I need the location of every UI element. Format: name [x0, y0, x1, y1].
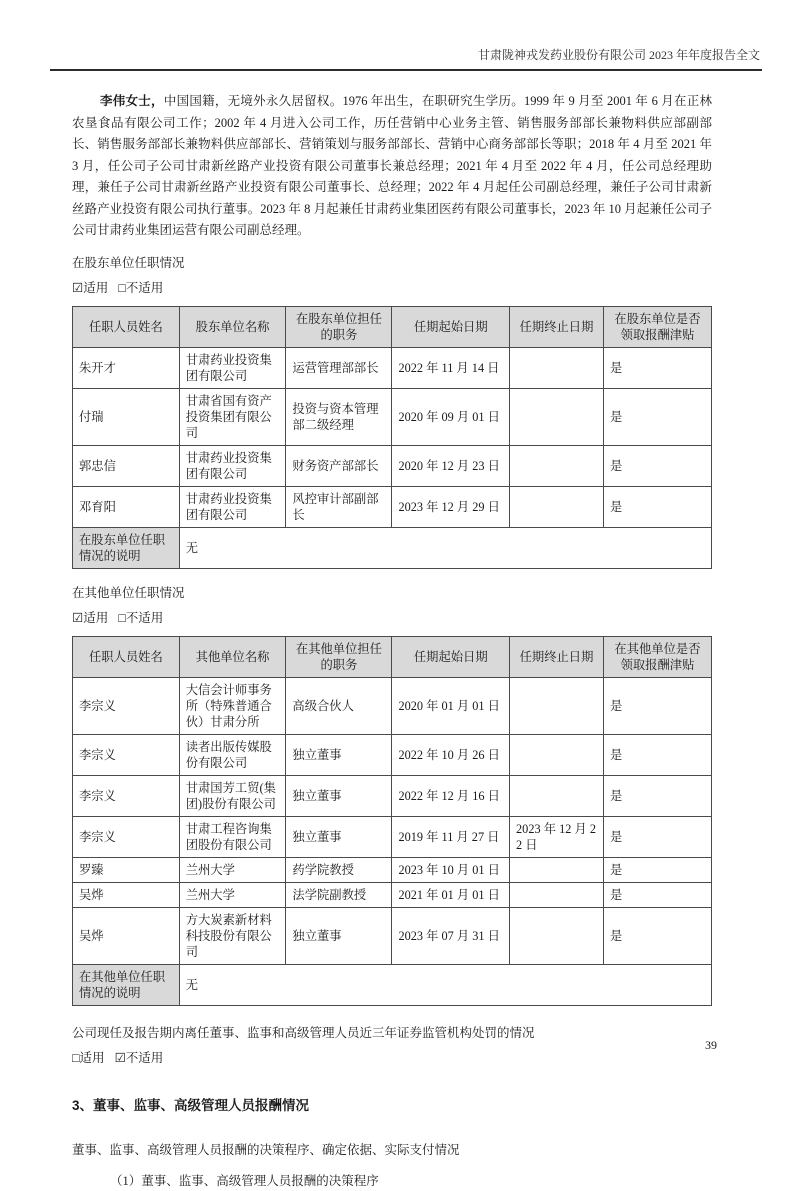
header-cell-paid: 在其他单位是否领取报酬津贴	[603, 636, 711, 677]
cell-start-date: 2022 年 12 月 16 日	[392, 775, 510, 816]
cell-name: 李宗义	[73, 816, 180, 857]
cell-end-date	[510, 347, 604, 388]
cell-unit: 大信会计师事务所（特殊普通合伙）甘肃分所	[179, 677, 286, 734]
cell-name: 邓育阳	[73, 486, 180, 527]
cell-name: 李宗义	[73, 677, 180, 734]
table-note-row	[73, 527, 712, 568]
cell-paid: 是	[603, 388, 711, 445]
cell-paid: 是	[603, 677, 711, 734]
report-title: 甘肃陇神戎发药业股份有限公司 2023 年年度报告全文	[477, 48, 760, 62]
bio-paragraph	[72, 91, 712, 242]
cell-start-date: 2023 年 07 月 31 日	[392, 907, 510, 964]
note-value: 无	[179, 527, 711, 568]
table-row	[73, 347, 712, 388]
header-cell-name: 任职人员姓名	[73, 636, 180, 677]
cell-paid: 是	[603, 882, 711, 907]
penalty-section-heading: 公司现任及报告期内离任董事、监事和高级管理人员近三年证券监管机构处罚的情况	[72, 1025, 535, 1040]
remuneration-intro: 董事、监事、高级管理人员报酬的决策程序、确定依据、实际支付情况	[72, 1142, 460, 1157]
cell-name: 罗臻	[73, 857, 180, 882]
header-cell-end-date: 任期终止日期	[510, 306, 604, 347]
cell-paid: 是	[603, 445, 711, 486]
cell-position: 财务资产部部长	[286, 445, 392, 486]
shareholder-positions-table	[72, 306, 712, 569]
table-row	[73, 882, 712, 907]
cell-paid: 是	[603, 857, 711, 882]
cell-unit: 甘肃药业投资集团有限公司	[179, 486, 286, 527]
remuneration-section-heading: 3、董事、监事、高级管理人员报酬情况	[72, 1097, 310, 1113]
cell-end-date	[510, 445, 604, 486]
cell-paid: 是	[603, 816, 711, 857]
cell-end-date	[510, 882, 604, 907]
table-row	[73, 857, 712, 882]
shareholder-section-heading: 在股东单位任职情况	[72, 255, 185, 270]
cell-unit: 甘肃工程咨询集团股份有限公司	[179, 816, 286, 857]
cell-position: 风控审计部副部长	[286, 486, 392, 527]
cell-name: 李宗义	[73, 734, 180, 775]
page-number: 39	[705, 1038, 717, 1052]
cell-end-date	[510, 907, 604, 964]
cell-paid: 是	[603, 775, 711, 816]
header-cell-name: 任职人员姓名	[73, 306, 180, 347]
not-applicable-checkbox: □不适用	[118, 280, 164, 295]
cell-name: 李宗义	[73, 775, 180, 816]
table-header-row	[73, 306, 712, 347]
cell-name: 朱开才	[73, 347, 180, 388]
cell-unit: 兰州大学	[179, 882, 286, 907]
cell-paid: 是	[603, 734, 711, 775]
cell-start-date: 2023 年 12 月 29 日	[392, 486, 510, 527]
header-cell-start-date: 任期起始日期	[392, 306, 510, 347]
applicable-checkbox: □适用	[72, 1050, 105, 1065]
note-label: 在其他单位任职情况的说明	[73, 964, 180, 1005]
note-value: 无	[179, 964, 711, 1005]
cell-start-date: 2022 年 11 月 14 日	[392, 347, 510, 388]
cell-end-date	[510, 734, 604, 775]
table-row	[73, 486, 712, 527]
cell-end-date	[510, 775, 604, 816]
header-cell-end-date: 任期终止日期	[510, 636, 604, 677]
table-header-row	[73, 636, 712, 677]
cell-end-date	[510, 388, 604, 445]
table-row	[73, 816, 712, 857]
cell-name: 郭忠信	[73, 445, 180, 486]
cell-position: 运营管理部部长	[286, 347, 392, 388]
applicable-checkbox-checked: ☑适用	[72, 280, 109, 295]
cell-position: 独立董事	[286, 816, 392, 857]
other-units-applicability-row	[72, 608, 712, 628]
header-cell-position: 在其他单位担任的职务	[286, 636, 392, 677]
header-cell-start-date: 任期起始日期	[392, 636, 510, 677]
cell-unit: 甘肃药业投资集团有限公司	[179, 445, 286, 486]
remuneration-sub-item: （1）董事、监事、高级管理人员报酬的决策程序	[110, 1173, 379, 1188]
table-note-row	[73, 964, 712, 1005]
table-row	[73, 445, 712, 486]
cell-unit: 甘肃省国有资产投资集团有限公司	[179, 388, 286, 445]
table-row	[73, 388, 712, 445]
cell-end-date: 2023 年 12 月 22 日	[510, 816, 604, 857]
cell-start-date: 2019 年 11 月 27 日	[392, 816, 510, 857]
cell-end-date	[510, 857, 604, 882]
cell-start-date: 2020 年 01 月 01 日	[392, 677, 510, 734]
shareholder-applicability-row	[72, 278, 712, 298]
cell-start-date: 2023 年 10 月 01 日	[392, 857, 510, 882]
bio-text: 中国国籍，无境外永久居留权。1976 年出生，在职研究生学历。1999 年 9 月至 2001 年 6 月在正林农垦食品有限公司工作；2002 年 4 月进入公司工作，历任营销中心业务主管、销售服务部部长兼物料供应部副部长、销售服务部部长兼物料供应部部长、营销策划与服务部部长、营销中心商务部部长等职；2018 年 4 月至 2021 年 3 月，任公司子公司甘肃新丝路产业投资有限公司董事长兼总经理；2021 年 4 月至 2022 年 4 月，任公司总经理助理，兼任子公司甘肃新丝路产业投资有限公司董事长、总经理；2022 年 4 月起任公司副总经理，兼任子公司甘肃新丝路产业投资有限公司执行董事。2023 年 8 月起兼任甘肃药业集团医药有限公司董事长，2023 年 10 月起兼任公司子公司甘肃药业集团运营有限公司副总经理。	[72, 94, 712, 237]
cell-end-date	[510, 677, 604, 734]
cell-position: 独立董事	[286, 775, 392, 816]
cell-start-date: 2020 年 12 月 23 日	[392, 445, 510, 486]
cell-unit: 兰州大学	[179, 857, 286, 882]
cell-position: 药学院教授	[286, 857, 392, 882]
applicable-checkbox-checked: ☑适用	[72, 610, 109, 625]
cell-unit: 方大炭素新材料科技股份有限公司	[179, 907, 286, 964]
cell-position: 高级合伙人	[286, 677, 392, 734]
table-row	[73, 734, 712, 775]
cell-start-date: 2020 年 09 月 01 日	[392, 388, 510, 445]
not-applicable-checkbox: □不适用	[118, 610, 164, 625]
cell-start-date: 2021 年 01 月 01 日	[392, 882, 510, 907]
cell-start-date: 2022 年 10 月 26 日	[392, 734, 510, 775]
cell-paid: 是	[603, 347, 711, 388]
cell-unit: 读者出版传媒股份有限公司	[179, 734, 286, 775]
not-applicable-checkbox-checked: ☑不适用	[114, 1050, 164, 1065]
cell-position: 法学院副教授	[286, 882, 392, 907]
header-cell-unit: 股东单位名称	[179, 306, 286, 347]
cell-paid: 是	[603, 907, 711, 964]
cell-unit: 甘肃国芳工贸(集团)股份有限公司	[179, 775, 286, 816]
page-content	[72, 91, 712, 1191]
cell-unit: 甘肃药业投资集团有限公司	[179, 347, 286, 388]
cell-position: 独立董事	[286, 734, 392, 775]
header-cell-position: 在股东单位担任的职务	[286, 306, 392, 347]
cell-position: 投资与资本管理部二级经理	[286, 388, 392, 445]
page-header	[50, 0, 762, 71]
table-row	[73, 775, 712, 816]
header-cell-paid: 在股东单位是否领取报酬津贴	[603, 306, 711, 347]
other-units-positions-table	[72, 636, 712, 1006]
person-name: 李伟女士，	[100, 94, 164, 108]
cell-name: 吴烨	[73, 907, 180, 964]
header-cell-unit: 其他单位名称	[179, 636, 286, 677]
table-row	[73, 907, 712, 964]
other-units-section-heading: 在其他单位任职情况	[72, 585, 185, 600]
cell-end-date	[510, 486, 604, 527]
cell-name: 吴烨	[73, 882, 180, 907]
cell-paid: 是	[603, 486, 711, 527]
penalty-applicability-row	[72, 1048, 712, 1068]
cell-position: 独立董事	[286, 907, 392, 964]
cell-name: 付瑞	[73, 388, 180, 445]
table-row	[73, 677, 712, 734]
note-label: 在股东单位任职情况的说明	[73, 527, 180, 568]
